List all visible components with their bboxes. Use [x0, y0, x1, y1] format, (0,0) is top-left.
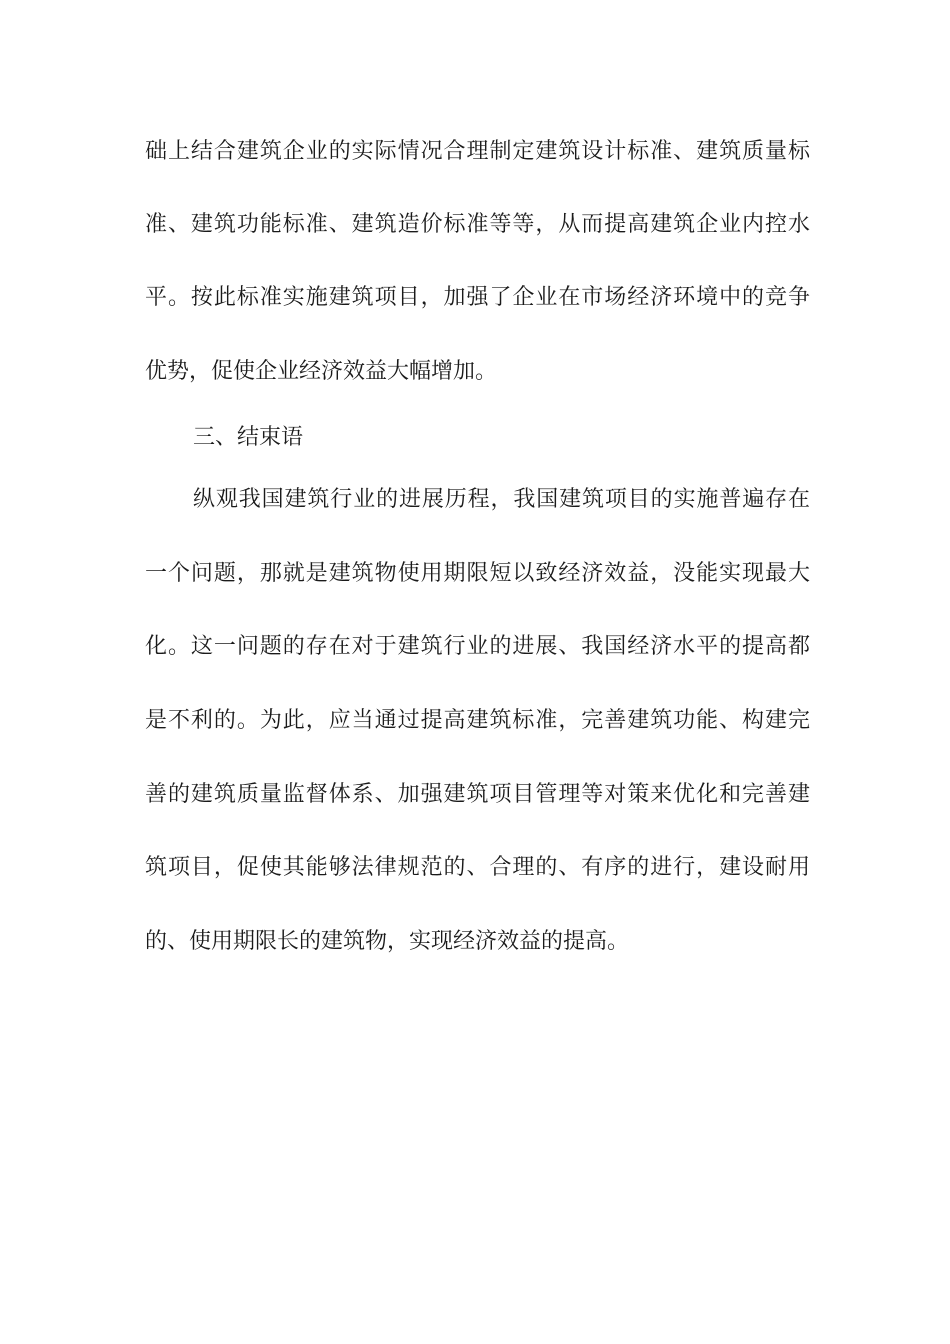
paragraph1-line-4: 优势，促使企业经济效益大幅增加。 — [145, 359, 498, 384]
paragraph2-line-6: 筑项目，促使其能够法律规范的、合理的、有序的进行，建设耐用 — [145, 855, 810, 880]
paragraph1-line-1: 础上结合建筑企业的实际情况合理制定建筑设计标准、建筑质量标 — [145, 139, 810, 164]
paragraph2-line-5: 善的建筑质量监督体系、加强建筑项目管理等对策来优化和完善建 — [145, 782, 810, 807]
paragraph2-line-2: 一个问题，那就是建筑物使用期限短以致经济效益，没能实现最大 — [145, 561, 810, 586]
paragraph1-line-2: 准、建筑功能标准、建筑造价标准等等，从而提高建筑企业内控水 — [145, 212, 810, 237]
paragraph2-line-3: 化。这一问题的存在对于建筑行业的进展、我国经济水平的提高都 — [145, 634, 810, 659]
paragraph1-line-3: 平。按此标准实施建筑项目，加强了企业在市场经济环境中的竞争 — [145, 285, 810, 310]
paragraph2-line-1: 纵观我国建筑行业的进展历程，我国建筑项目的实施普遍存在 — [193, 487, 810, 512]
paragraph2-line-4: 是不利的。为此，应当通过提高建筑标准，完善建筑功能、构建完 — [145, 708, 810, 733]
paragraph2-line-7: 的、使用期限长的建筑物，实现经济效益的提高。 — [145, 929, 630, 954]
section-heading: 三、结束语 — [193, 425, 304, 450]
